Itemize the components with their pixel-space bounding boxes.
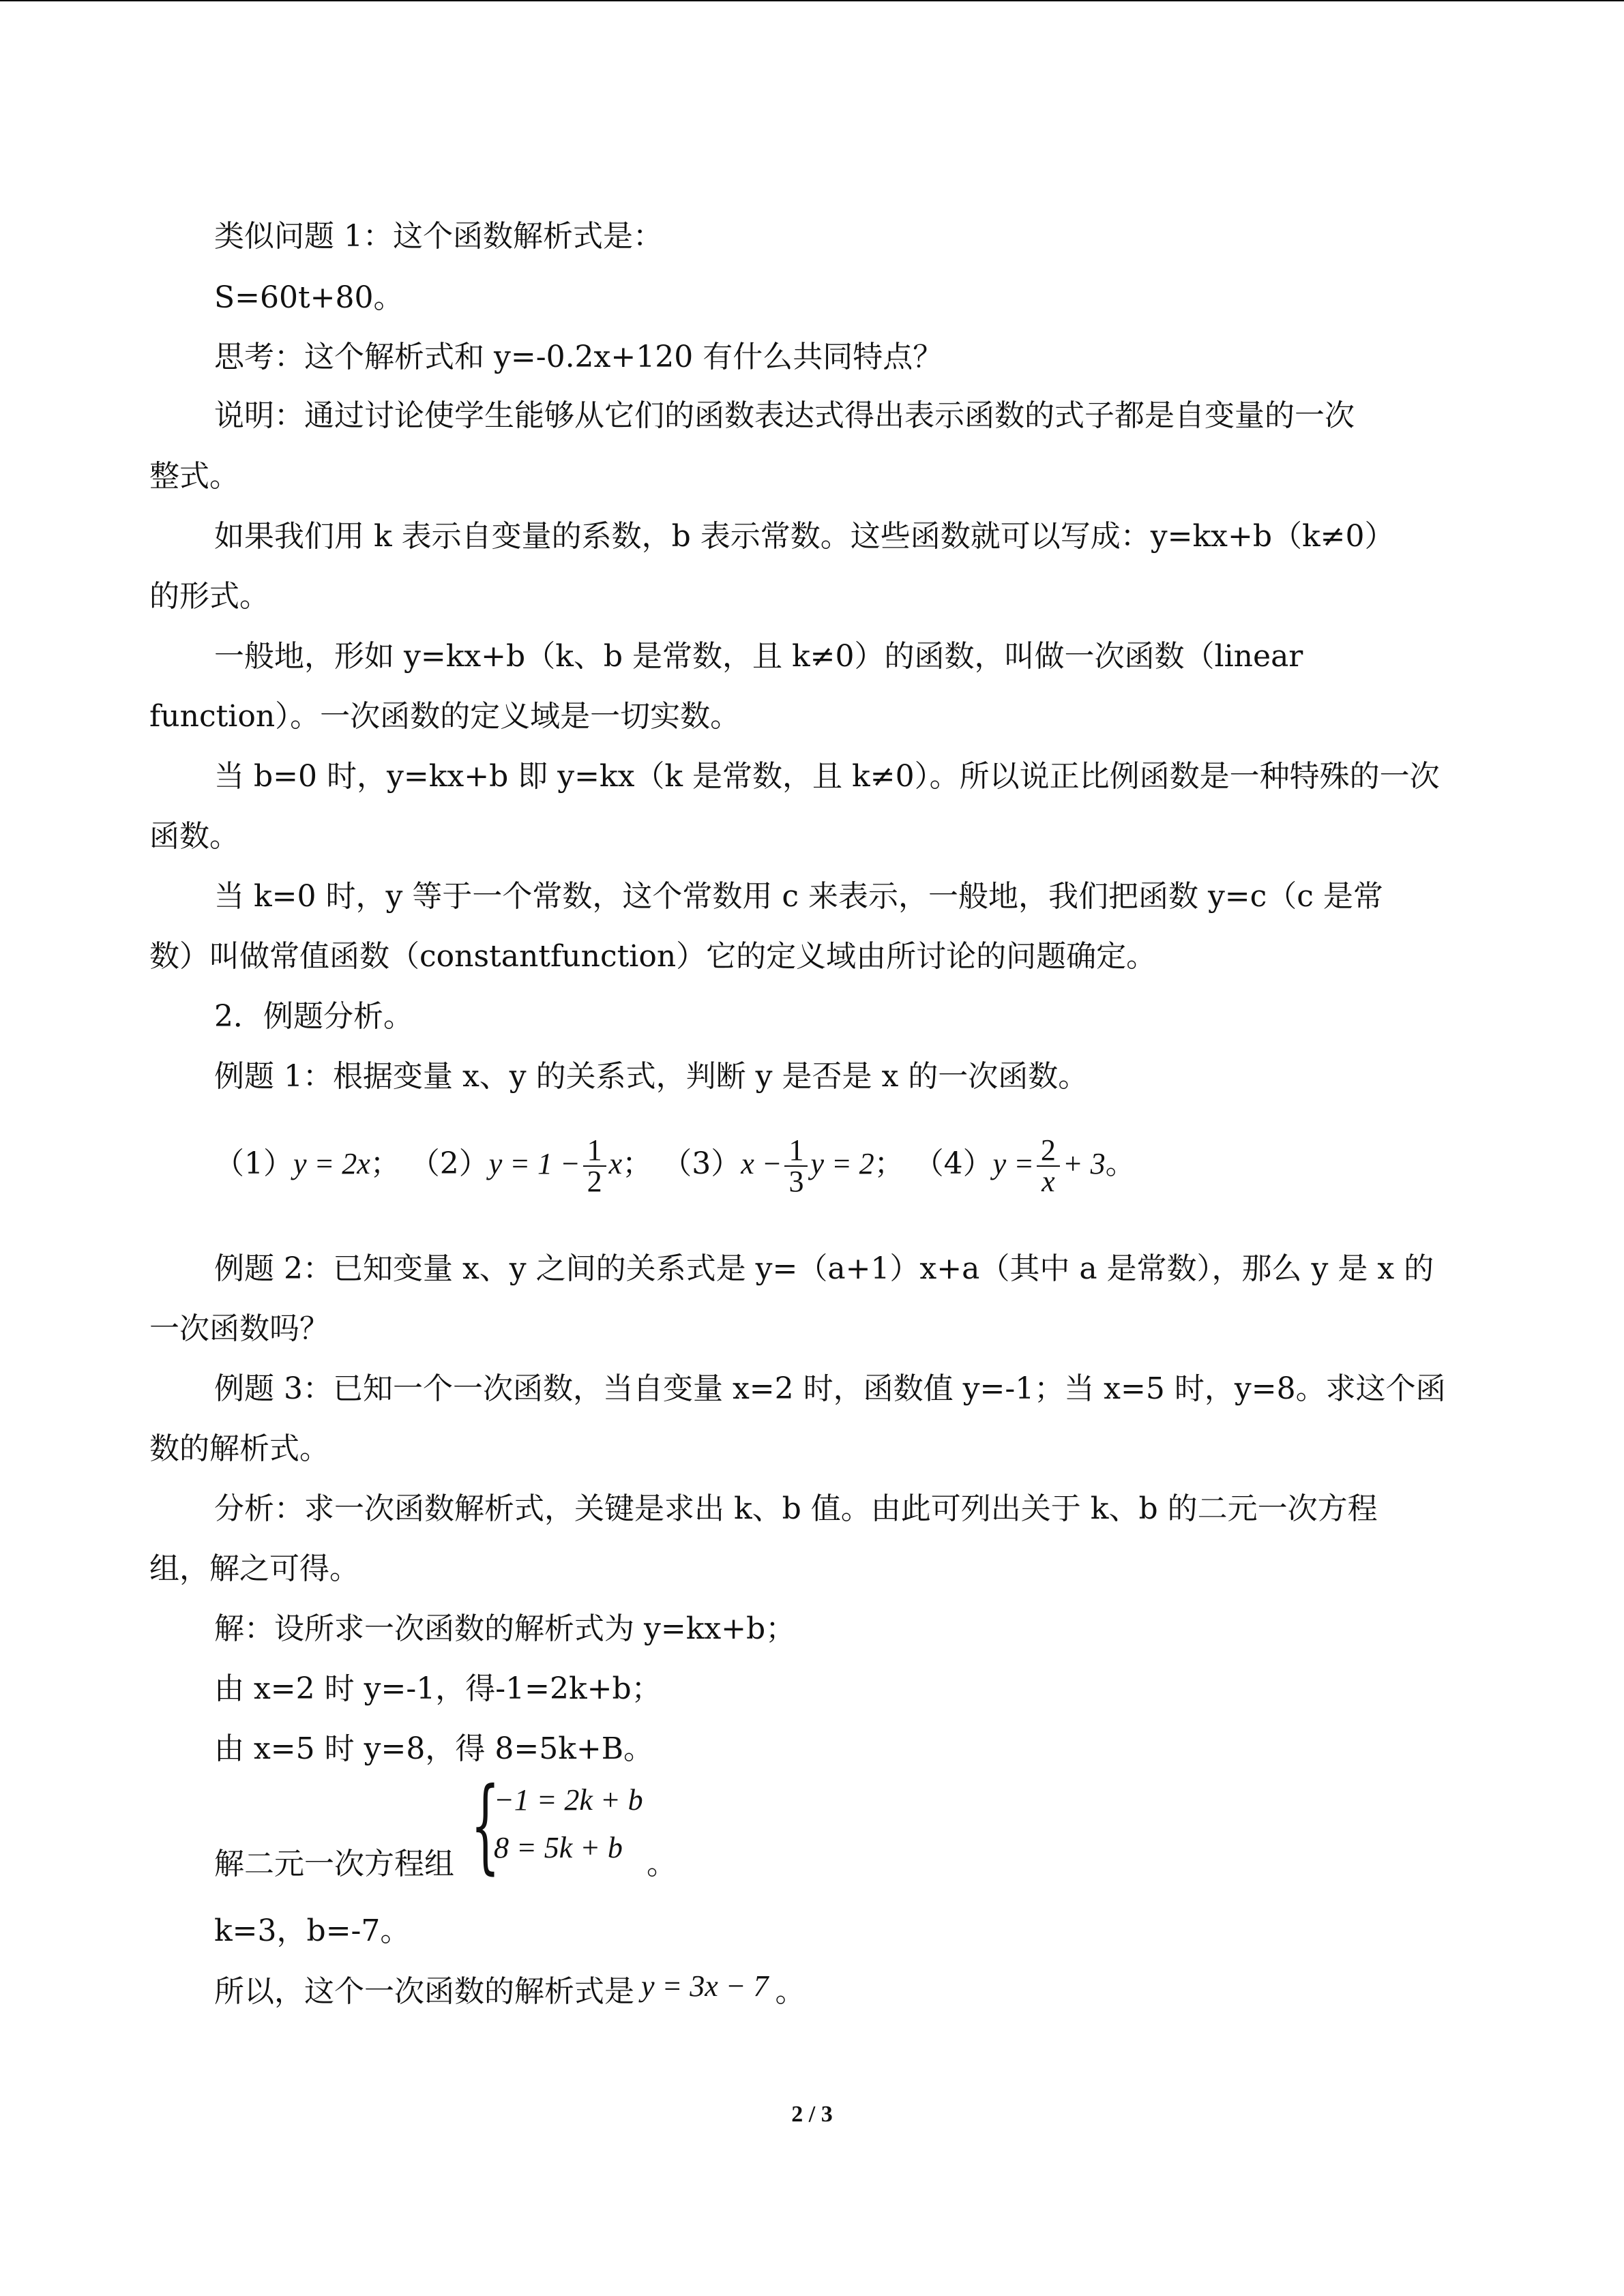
fraction-denominator: 3 <box>788 1164 804 1198</box>
text-line: 当 b=0 时，y=kx+b 即 y=kx（k 是常数，且 k≠0）。所以说正比例函数是一种特殊的一次 <box>214 759 1440 794</box>
text-line: 组，解之可得。 <box>149 1551 359 1586</box>
text-line: 当 k=0 时，y 等于一个常数，这个常数用 c 来表示，一般地，我们把函数 y=c（c 是常 <box>214 879 1383 914</box>
page-number: 2 / 3 <box>791 2102 833 2127</box>
text-line: S=60t+80。 <box>214 280 404 315</box>
text-line: 一般地，形如 y=kx+b（k、b 是常数，且 k≠0）的函数，叫做一次函数（linear <box>214 639 1303 674</box>
fraction-numerator: 1 <box>583 1135 606 1167</box>
fraction-numerator: 2 <box>1037 1135 1060 1167</box>
text-line: 例题 1：根据变量 x、y 的关系式，判断 y 是否是 x 的一次函数。 <box>214 1059 1089 1094</box>
fraction-numerator: 1 <box>784 1135 808 1167</box>
separator: ； <box>370 1146 400 1181</box>
text-line: 一次函数吗？ <box>149 1311 329 1346</box>
text-line: 思考：这个解析式和 y=-0.2x+120 有什么共同特点？ <box>214 340 943 374</box>
equation-2: 8 = 5k + b <box>494 1831 623 1864</box>
text-line: 如果我们用 k 表示自变量的系数，b 表示常数。这些函数就可以写成：y=kx+b（k≠0） <box>214 519 1395 554</box>
text-line: 例题 3：已知一个一次函数，当自变量 x=2 时，函数值 y=-1；当 x=5 时，y=8。求这个函 <box>214 1371 1446 1406</box>
text-line: k=3，b=-7。 <box>214 1913 411 1948</box>
item-label: （3） <box>662 1146 741 1181</box>
fraction <box>1037 1135 1060 1197</box>
text-line: 整式。 <box>149 459 239 494</box>
text-line: 例题 2：已知变量 x、y 之间的关系式是 y=（a+1）x+a（其中 a 是常数），那么 y 是 x 的 <box>214 1251 1434 1286</box>
text-line: 说明：通过讨论使学生能够从它们的函数表达式得出表示函数的式子都是自变量的一次 <box>214 398 1355 433</box>
conclusion-text: 所以，这个一次函数的解析式是 <box>214 1974 634 2009</box>
text-line-end: 。 <box>647 1847 677 1881</box>
text-line: 类似问题 1：这个函数解析式是： <box>214 219 663 254</box>
text-line: 解二元一次方程组 <box>214 1847 454 1881</box>
math-expression: y = 2 <box>810 1147 874 1180</box>
text-line: 数的解析式。 <box>149 1431 329 1466</box>
separator: ； <box>874 1146 904 1181</box>
brace-symbol: { <box>471 1766 500 1885</box>
equation-1: −1 = 2k + b <box>494 1783 643 1817</box>
separator: 。 <box>1105 1146 1136 1181</box>
item-label: （2） <box>409 1146 489 1181</box>
text-line: 函数。 <box>149 819 239 854</box>
math-expression: y = <box>992 1147 1034 1180</box>
section-heading: 2．例题分析。 <box>214 999 413 1034</box>
separator: ； <box>622 1146 653 1181</box>
fraction <box>784 1135 808 1197</box>
answer-expression: y = 3x − 7 <box>641 1969 769 2003</box>
text-line: function）。一次函数的定义域是一切实数。 <box>149 699 741 734</box>
item-label: （1） <box>214 1146 293 1181</box>
text-line: 由 x=5 时 y=8，得 8=5k+B。 <box>214 1731 654 1766</box>
text-line: 解：设所求一次函数的解析式为 y=kx+b； <box>214 1611 796 1646</box>
conclusion-end: 。 <box>775 1974 806 2009</box>
text-line: 由 x=2 时 y=-1，得-1=2k+b； <box>214 1671 662 1706</box>
item-label: （4） <box>913 1146 993 1181</box>
fraction <box>583 1135 606 1197</box>
math-expression: y = 2x <box>293 1147 370 1180</box>
text-line: 分析：求一次函数解析式，关键是求出 k、b 值。由此可列出关于 k、b 的二元一次方程 <box>214 1491 1378 1526</box>
fraction-denominator: x <box>1042 1164 1055 1198</box>
conclusion-line <box>214 1971 1531 2012</box>
text-line: 数）叫做常值函数（constantfunction）它的定义域由所讨论的问题确定。 <box>149 939 1157 974</box>
math-expression: y = 1 − <box>488 1147 580 1180</box>
math-expression: + 3 <box>1062 1147 1106 1180</box>
math-expression: x <box>608 1147 623 1180</box>
math-expression: x − <box>741 1147 782 1180</box>
example-1-expressions <box>214 1120 1531 1208</box>
text-line: 的形式。 <box>149 579 269 614</box>
fraction-denominator: 2 <box>587 1164 602 1198</box>
